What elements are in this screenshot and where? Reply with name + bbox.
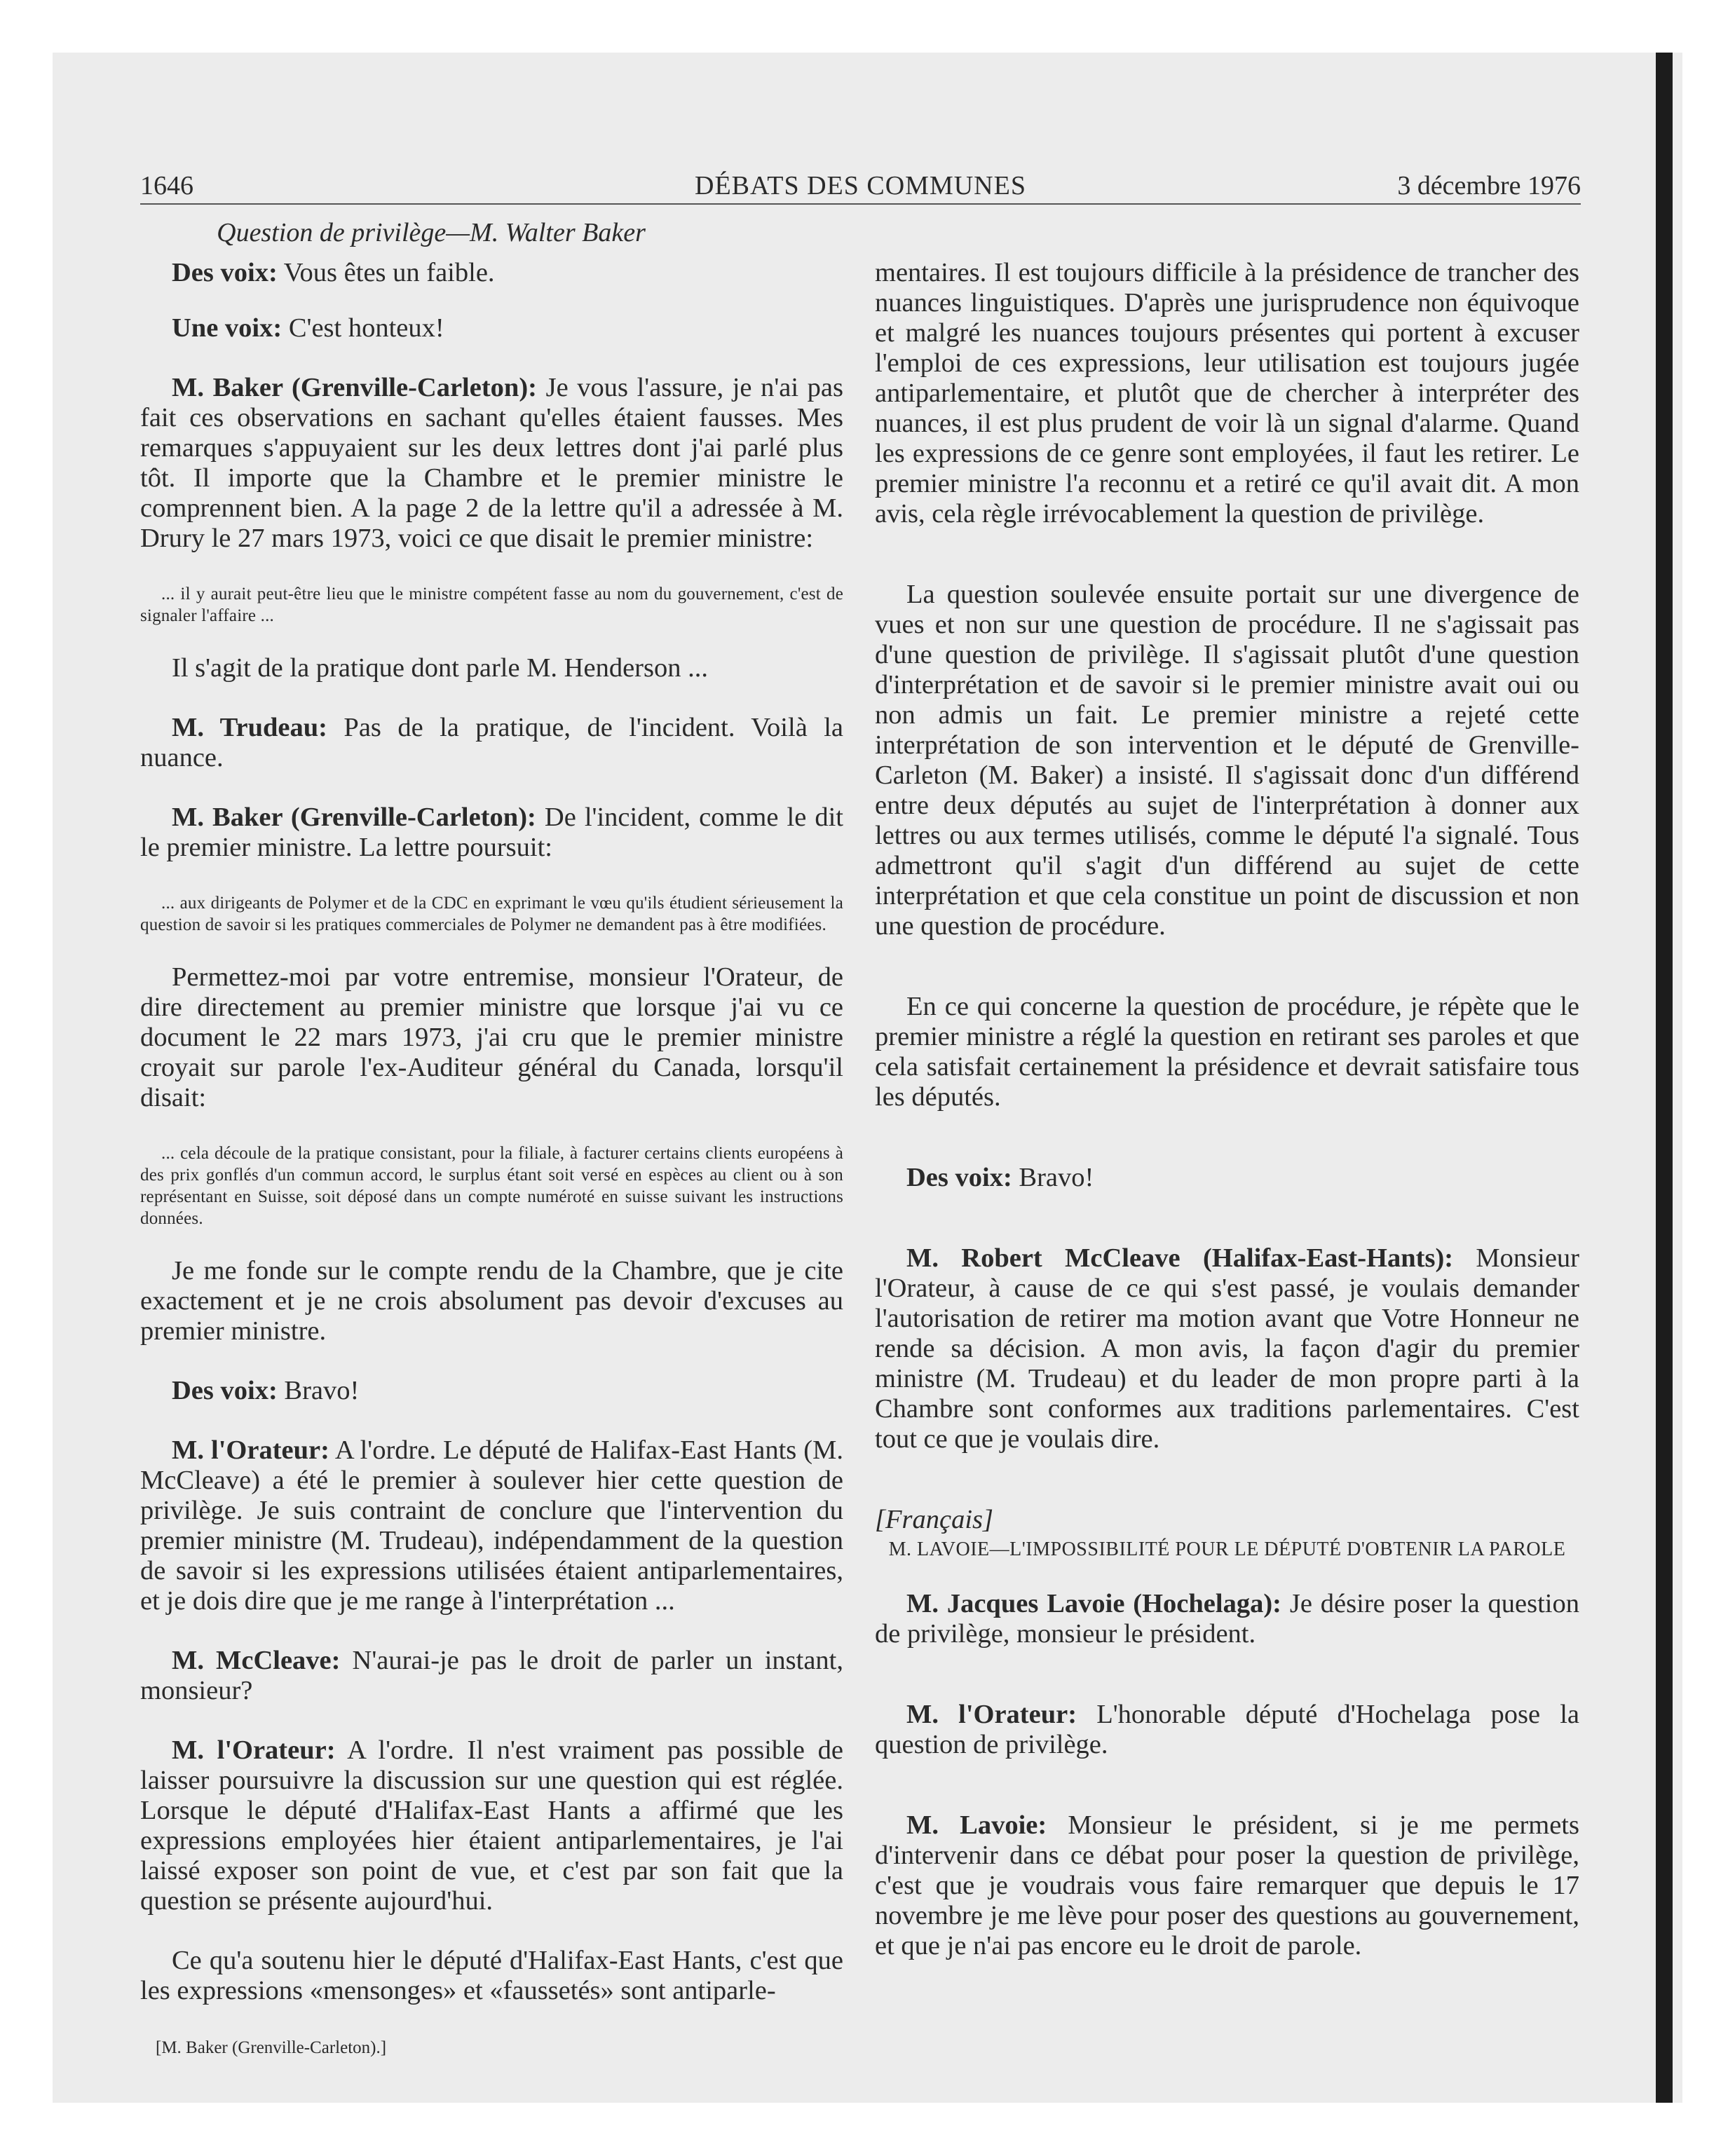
scan-edge-bar: [1656, 53, 1673, 2103]
speaker-footnote: [M. Baker (Grenville-Carleton).]: [156, 2038, 387, 2057]
paragraph: [875, 1810, 1579, 1961]
speaker-name: M. l'Orateur:: [906, 1700, 1077, 1729]
speech-text: Monsieur le président, si je me permets d'intervenir dans ce débat pour poser la question de privilège, c'est que je voudrais vous faire remarquer que depuis le 17 novembre je me lève pour poser des questions au gouvernement, et que je n'ai pas encore eu le droit de parole.: [875, 1810, 1579, 1960]
paragraph: [140, 1376, 843, 1406]
paragraph: [140, 713, 843, 773]
speech-text: Je vous l'assure, je n'ai pas fait ces observations en sachant qu'elles étaient fausses. Mes remarques s'appuyaient sur les deux lettres dont j'ai parlé plus tôt. Il importe que la Chambre et le premier ministre le comprennent bien. A la page 2 de la lettre qu'il a adressée à M. Drury le 27 mars 1973, voici ce que disait le premier ministre:: [140, 373, 843, 553]
speech-text: Bravo!: [1012, 1163, 1094, 1192]
speaker-name: Une voix:: [172, 313, 283, 343]
paragraph: Je me fonde sur le compte rendu de la Chambre, que je cite exactement et je ne crois absolument pas devoir d'excuses au premier ministre.: [140, 1256, 843, 1346]
block-quote: ... il y aurait peut-être lieu que le ministre compétent fasse au nom du gouvernement, c'est de signaler l'affaire ...: [140, 585, 843, 625]
speech-text: Je désire poser la question de privilège, monsieur le président.: [875, 1589, 1579, 1649]
paragraph: [875, 1243, 1579, 1454]
block-quote: ... aux dirigeants de Polymer et de la CDC en exprimant le vœu qu'ils étudient sérieusement la question de savoir si les pratiques commerciales de Polymer ne demandent pas à être modifiées.: [140, 894, 843, 934]
paragraph: Permettez-moi par votre entremise, monsieur l'Orateur, de dire directement au premier ministre que lorsque j'ai vu ce document le 22 mars 1973, j'ai cru que le premier ministre croyait sur parole l'ex-Auditeur général du Canada, lorsqu'il disait:: [140, 962, 843, 1112]
speaker-name: M. Trudeau:: [172, 713, 327, 742]
paragraph: La question soulevée ensuite portait sur une divergence de vues et non sur une question de procédure. Il ne s'agissait pas d'une question de privilège. Il s'agissait plutôt d'une question d'interprétation et de savoir si le premier ministre avait oui ou non admis un fait. Le premier ministre a rejeté cette interprétation de son intervention et le député de Grenville-Carleton (M. Baker) a insisté. Il s'agissait donc d'un différend entre deux députés au sujet de l'interprétation à donner aux lettres ou aux termes utilisés, comme le député l'a signalé. Tous admettront qu'il s'agit d'un différend au sujet de cette interprétation et que cela constitue un point de discussion et non une question de procédure.: [875, 580, 1579, 941]
speaker-name: M. Robert McCleave (Halifax-East-Hants):: [906, 1243, 1454, 1273]
speech-text: A l'ordre. Le député de Halifax-East Hants (M. McCleave) a été le premier à soulever hier cette question de privilège. Je suis contraint de conclure que l'intervention du premier ministre (M. Trudeau), indépendamment de la question de savoir si les expressions utilisées étaient antiparlementaires, et je dois dire que je me range à l'interprétation ...: [140, 1435, 843, 1616]
paragraph: [140, 313, 843, 343]
page-number: 1646: [140, 171, 193, 200]
page-header: [140, 170, 1581, 205]
speech-text: Monsieur l'Orateur, à cause de ce qui s'est passé, je voulais demander l'autorisation de retirer ma motion avant que Votre Honneur ne rende sa décision. A mon avis, la façon d'agir du premier ministre (M. Trudeau) et du leader de mon propre parti à la Chambre sont conformes aux traditions parlementaires. C'est tout ce que je voulais dire.: [875, 1243, 1580, 1454]
speaker-name: Des voix:: [172, 258, 278, 287]
speaker-name: M. Lavoie:: [906, 1810, 1047, 1840]
language-marker: [Français]: [875, 1505, 993, 1534]
paragraph: [140, 1435, 843, 1616]
right-column: [875, 258, 1579, 1991]
paragraph: [140, 258, 843, 288]
speech-text: N'aurai-je pas le droit de parler un instant, monsieur?: [140, 1646, 844, 1705]
speech-text: De l'incident, comme le dit le premier ministre. La lettre poursuit:: [140, 803, 843, 862]
speaker-name: M. Baker (Grenville-Carleton):: [172, 803, 536, 832]
paragraph: [140, 373, 843, 554]
speech-text: Pas de la pratique, de l'incident. Voilà la nuance.: [140, 713, 843, 772]
paragraph: [875, 1163, 1579, 1193]
paragraph: [140, 803, 843, 863]
publication-title: DÉBATS DES COMMUNES: [695, 171, 1026, 200]
paragraph: [875, 1700, 1579, 1760]
paragraph: mentaires. Il est toujours difficile à la présidence de trancher des nuances linguistiques. D'après une jurisprudence non équivoque et malgré les nuances toujours présentes qui portent à excuser l'emploi de ces expressions, leur utilisation est toujours jugée antiparlementaire, et plutôt que de chercher à interpréter des nuances, il est plus prudent de voir là un signal d'alarme. Quand les expressions de ce genre sont employées, il faut les retirer. Le premier ministre l'a reconnu et a retiré ce qu'il avait dit. A mon avis, cela règle irrévocablement la question de privilège.: [875, 258, 1579, 528]
speaker-name: Des voix:: [906, 1163, 1012, 1192]
speaker-name: M. l'Orateur:: [172, 1435, 329, 1465]
section-heading: M. LAVOIE—L'IMPOSSIBILITÉ POUR LE DÉPUTÉ D'OBTENIR LA PAROLE: [888, 1538, 1566, 1560]
speaker-name: M. Baker (Grenville-Carleton):: [172, 373, 537, 402]
paragraph: Il s'agit de la pratique dont parle M. Henderson ...: [172, 653, 708, 683]
left-column: [140, 258, 843, 2035]
paragraph: [140, 1646, 843, 1706]
speech-text: L'honorable député d'Hochelaga pose la question de privilège.: [875, 1700, 1579, 1759]
paragraph: [140, 1735, 843, 1916]
speaker-name: M. l'Orateur:: [172, 1735, 336, 1765]
page-date: 3 décembre 1976: [1397, 171, 1581, 200]
speech-text: Bravo!: [277, 1376, 360, 1405]
speaker-name: M. Jacques Lavoie (Hochelaga):: [906, 1589, 1281, 1618]
block-quote: ... cela découle de la pratique consistant, pour la filiale, à facturer certains clients européens à des prix gonflés d'un commun accord, le surplus étant soit versé en espèces au client ou à son représentant en Suisse, soit déposé dans un compte numéroté en suisse suivant les instructions données.: [140, 1144, 843, 1228]
paragraph: Ce qu'a soutenu hier le député d'Halifax-East Hants, c'est que les expressions «mensonges» et «faussetés» sont antiparle-: [140, 1946, 843, 2005]
speaker-name: Des voix:: [172, 1376, 278, 1405]
paragraph: [875, 1589, 1579, 1649]
speech-text: A l'ordre. Il n'est vraiment pas possible de laisser poursuivre la discussion sur une question qui est réglée. Lorsque le député d'Halifax-East Hants a affirmé que les expressions employées hier étaient antiparlementaires, je l'ai laissé exposer son point de vue, et c'est par son fait que la question se présente aujourd'hui.: [140, 1735, 843, 1916]
paragraph: En ce qui concerne la question de procédure, je répète que le premier ministre a réglé la question en retirant ses paroles et que cela satisfait certainement la présidence et devrait satisfaire tous les députés.: [875, 992, 1579, 1112]
speech-text: Vous êtes un faible.: [277, 258, 495, 287]
speech-text: C'est honteux!: [282, 313, 444, 343]
speaker-name: M. McCleave:: [172, 1646, 341, 1675]
running-subheading: Question de privilège—M. Walter Baker: [217, 218, 646, 247]
